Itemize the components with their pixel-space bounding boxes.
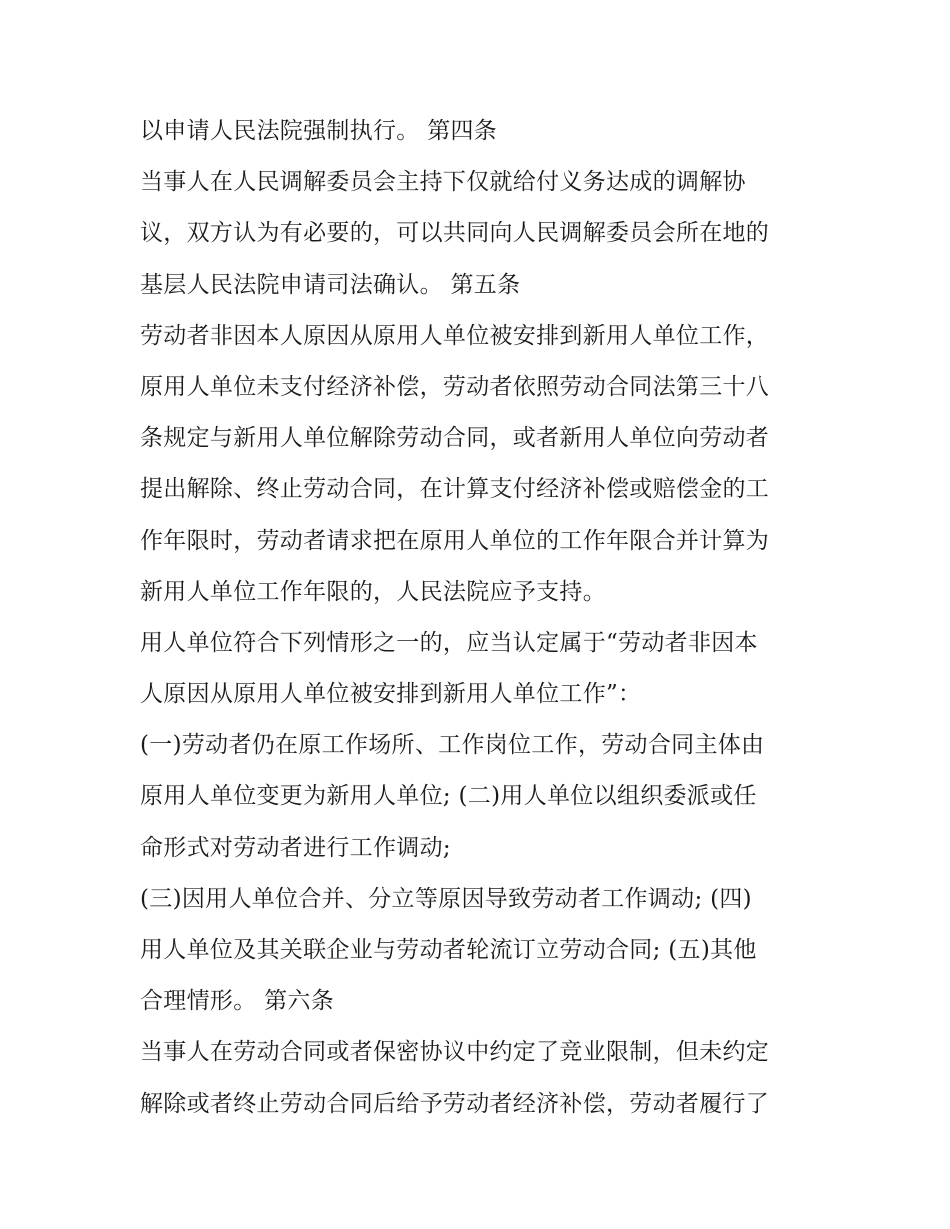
text-line: 人原因从原用人单位被安排到新用人单位工作”：: [140, 681, 642, 708]
text-line: 基层人民法院申请司法确认。 第五条: [140, 271, 521, 298]
text-line: 提出解除、终止劳动合同，在计算支付经济补偿或赔偿金的工: [140, 476, 770, 503]
text-line: (一)劳动者仍在原工作场所、工作岗位工作，劳动合同主体由: [140, 732, 765, 759]
text-line: 原用人单位未支付经济补偿，劳动者依照劳动合同法第三十八: [140, 373, 770, 400]
text-line: 条规定与新用人单位解除劳动合同，或者新用人单位向劳动者: [140, 425, 770, 452]
text-line: 用人单位及其关联企业与劳动者轮流订立劳动合同; (五)其他: [140, 937, 757, 963]
text-line: 劳动者非因本人原因从原用人单位被安排到新用人单位工作，: [140, 322, 770, 349]
text-line: 合理情形。 第六条: [140, 988, 335, 1015]
document-page: [140, 112, 820, 1136]
text-line: 当事人在劳动合同或者保密协议中约定了竞业限制，但未约定: [140, 1039, 770, 1066]
text-line: 用人单位符合下列情形之一的，应当认定属于“劳动者非因本: [140, 629, 758, 656]
text-line: 作年限时，劳动者请求把在原用人单位的工作年限合并计算为: [140, 527, 770, 554]
text-line: 以申请人民法院强制执行。 第四条: [140, 118, 498, 144]
text-line: 当事人在人民调解委员会主持下仅就给付义务达成的调解协: [140, 169, 746, 196]
text-line: (三)因用人单位合并、分立等原因导致劳动者工作调动; (四): [140, 885, 752, 912]
text-line: 新用人单位工作年限的，人民法院应予支持。: [140, 578, 606, 605]
text-line: 原用人单位变更为新用人单位; (二)用人单位以组织委派或任: [140, 783, 757, 810]
text-line: 解除或者终止劳动合同后给予劳动者经济补偿，劳动者履行了: [140, 1090, 770, 1117]
text-line: 议，双方认为有必要的，可以共同向人民调解委员会所在地的: [140, 220, 770, 247]
text-line: 命形式对劳动者进行工作调动;: [140, 834, 451, 861]
